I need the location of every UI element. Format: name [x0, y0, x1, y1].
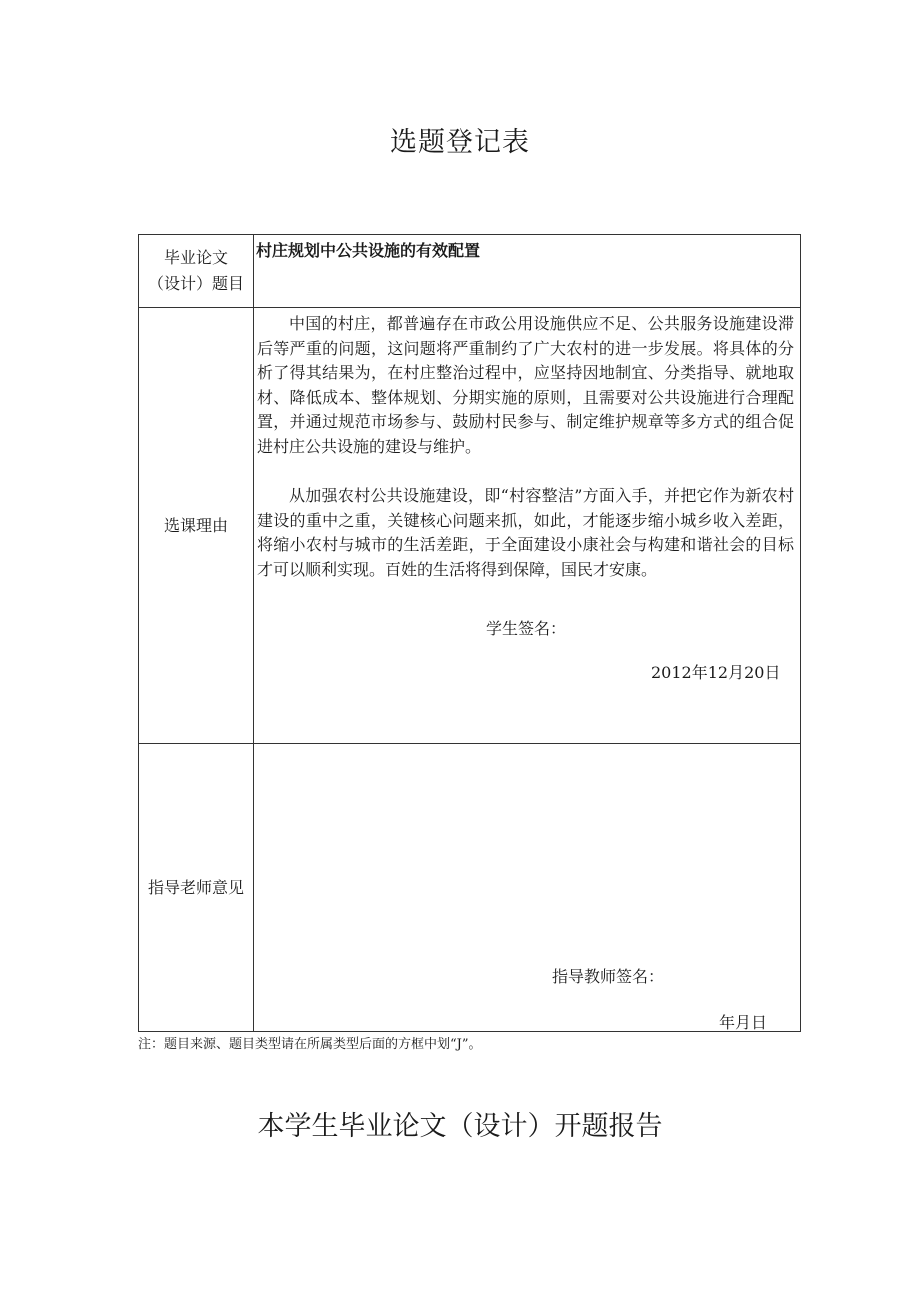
advisor-signature-date: 年月日 — [719, 1013, 768, 1032]
topic-label — [139, 235, 254, 307]
advisor-label: 指导老师意见 — [139, 744, 254, 1031]
reason-paragraph-1: 中国的村庄，都普遍存在市政公用设施供应不足、公共服务设施建设滞后等严重的问题，这问题将严重制约了广大农村的进一步发展。将具体的分析了得其结果为，在村庄整治过程中，应坚持因地制宜、分类指导、就地取材、降低成本、整体规划、分期实施的原则，且需要对公共设施进行合理配置，并通过规范市场参与、鼓励村民参与、制定维护规章等多方式的组合促进村庄公共设施的建设与维护。 — [257, 314, 794, 456]
footnote: 注：题目来源、题目类型请在所属类型后面的方框中划“J”。 — [138, 1037, 482, 1052]
next-section-heading: 本学生毕业论文（设计）开题报告 — [257, 1111, 663, 1142]
student-signature-date: 2012年12月20日 — [651, 663, 781, 682]
reason-label: 选课理由 — [139, 308, 254, 743]
topic-cell[interactable] — [254, 235, 800, 307]
topic-label-line2: （设计）题目 — [147, 274, 244, 293]
topic-value: 村庄规划中公共设施的有效配置 — [256, 241, 481, 260]
student-signature-label: 学生签名： — [486, 619, 567, 638]
topic-label-line1: 毕业论文 — [163, 248, 228, 267]
reason-cell[interactable] — [254, 308, 800, 743]
page-title: 选题登记表 — [390, 127, 530, 158]
advisor-cell[interactable] — [254, 744, 800, 1031]
topic-row — [139, 235, 800, 308]
reason-row — [139, 308, 800, 744]
advisor-row — [139, 744, 800, 1031]
advisor-signature-label: 指导教师签名： — [552, 967, 665, 986]
registration-form — [138, 234, 801, 1032]
reason-paragraph-2: 从加强农村公共设施建设，即“村容整洁”方面入手，并把它作为新农村建设的重中之重，关键核心问题来抓，如此，才能逐步缩小城乡收入差距，将缩小农村与城市的生活差距，于全面建设小康社会与构建和谐社会的目标才可以顺利实现。百姓的生活将得到保障，国民才安康。 — [257, 486, 794, 579]
